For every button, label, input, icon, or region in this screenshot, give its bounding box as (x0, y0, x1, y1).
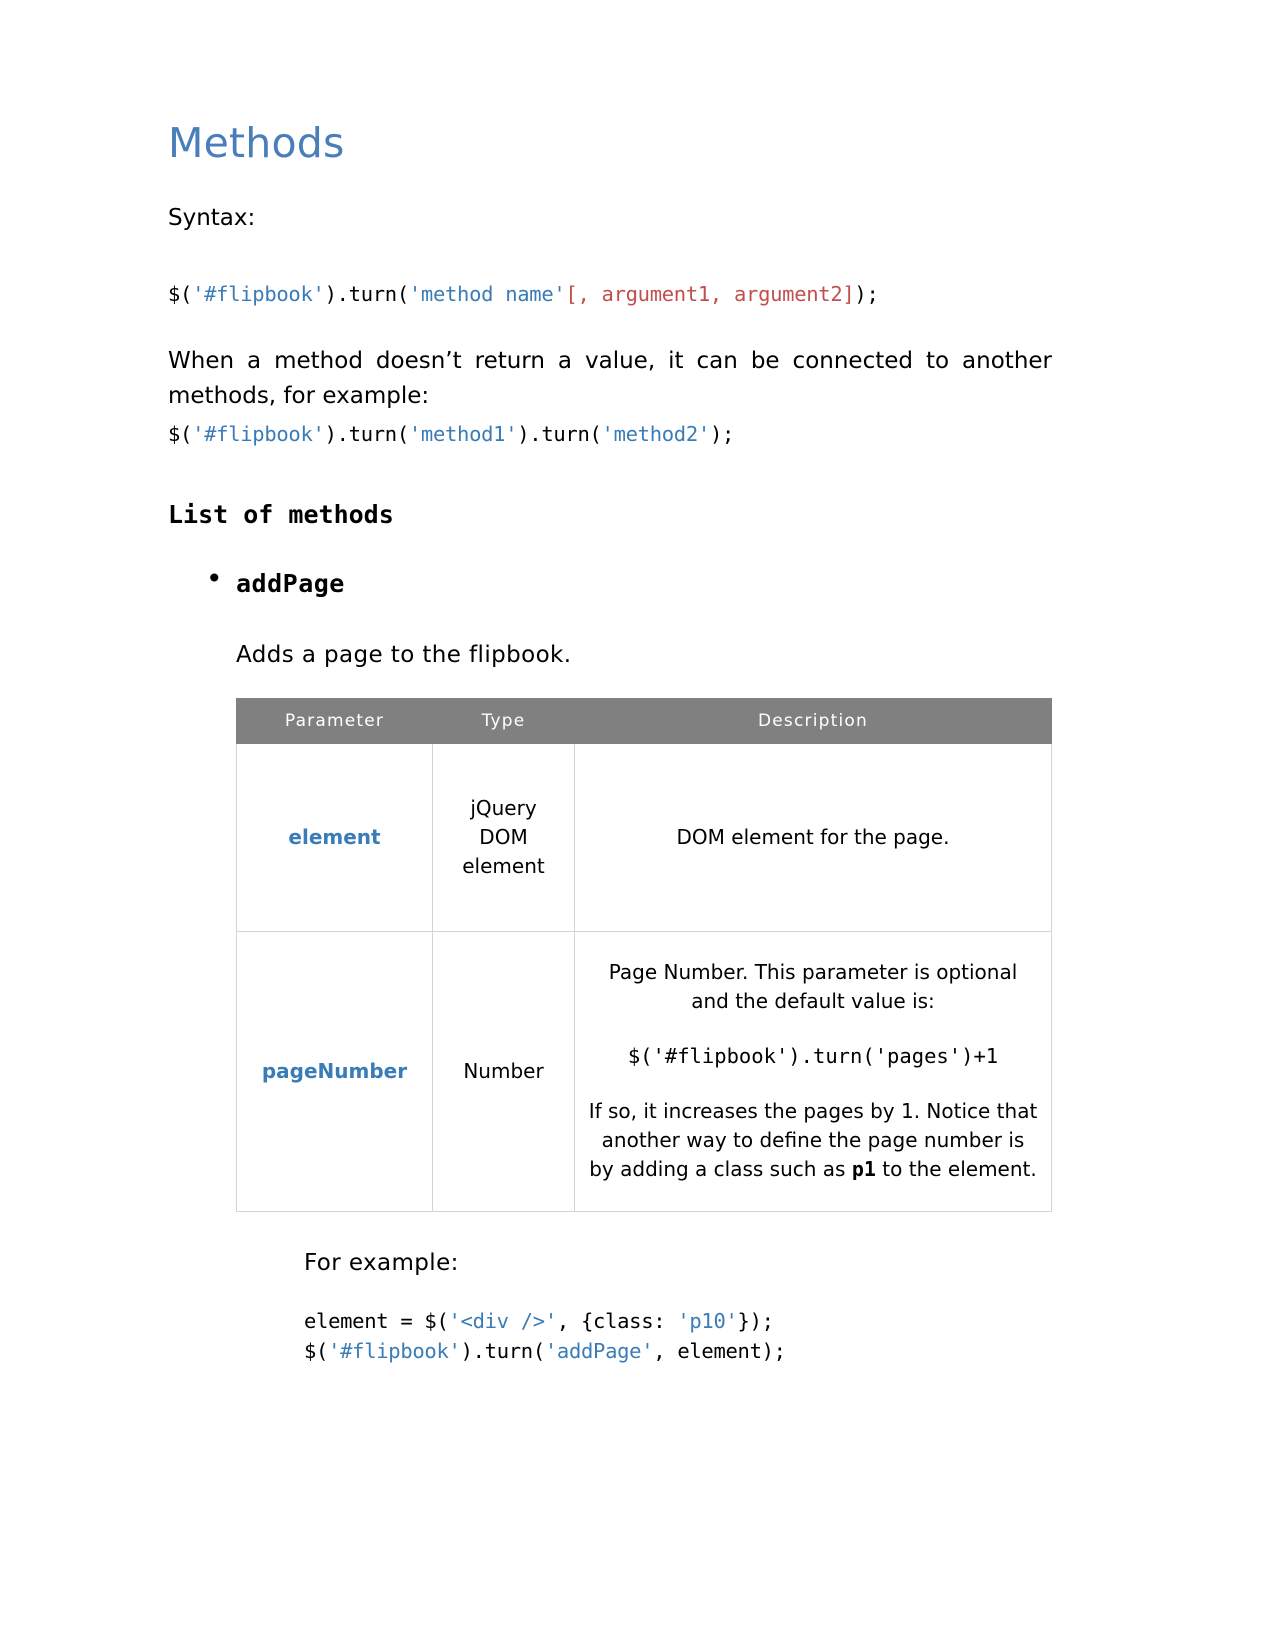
code-part: $( (627, 1043, 653, 1068)
code-part: ).turn( (324, 281, 409, 306)
description-class-name: p1 (851, 1157, 876, 1182)
code-part: ).turn( (788, 1043, 875, 1068)
code-part: , element); (653, 1339, 786, 1364)
column-header-type: Type (433, 698, 575, 743)
code-part-method2: 'method2' (601, 421, 710, 446)
description-inline-code (587, 1042, 1039, 1072)
parameters-table (236, 698, 1052, 1212)
description-text-first: Page Number. This parameter is optional and the default value is: (608, 959, 1018, 1013)
code-part: $( (168, 421, 193, 446)
section-title-list-of-methods: List of methods (168, 499, 394, 529)
code-part-addpage: 'addPage' (544, 1339, 654, 1364)
cell-parameter-pagenumber: pageNumber (237, 931, 433, 1211)
code-part-class-p10: 'p10' (677, 1308, 738, 1333)
cell-type-pagenumber: Number (433, 931, 575, 1211)
for-example-label: For example: (304, 1249, 459, 1276)
method-name-addpage: addPage (236, 568, 345, 598)
chained-code-block (168, 419, 1052, 450)
code-part-selector: '#flipbook' (652, 1043, 789, 1068)
table-row (237, 743, 1052, 931)
cell-description-pagenumber (575, 931, 1052, 1211)
list-item-method (168, 569, 1052, 1368)
code-part: ); (854, 281, 879, 306)
description-text-second (587, 1097, 1039, 1184)
code-part: $( (168, 281, 193, 306)
paragraph-chaining: When a method doesn’t return a value, it can be connected to another methods, for example: (168, 347, 1052, 410)
code-part-method: 'method name' (408, 281, 566, 306)
method-description: Adds a page to the flipbook. (236, 641, 572, 668)
code-part: ).turn( (460, 1339, 545, 1364)
code-part: , {class: (556, 1308, 678, 1333)
cell-type-element: jQuery DOM element (433, 743, 575, 931)
table-row (237, 931, 1052, 1211)
code-part-selector: '#flipbook' (192, 421, 325, 446)
syntax-code-block (168, 279, 1052, 310)
code-part-selector: '#flipbook' (328, 1339, 461, 1364)
code-part-selector: '#flipbook' (192, 281, 325, 306)
description-text-second-c: to the element. (875, 1157, 1037, 1182)
code-part-plus-one: +1 (973, 1043, 999, 1068)
code-part: ); (709, 421, 735, 446)
code-part: element = $( (304, 1308, 449, 1333)
syntax-label: Syntax: (168, 205, 256, 232)
code-part-pages: 'pages' (874, 1043, 962, 1068)
code-part-method1: 'method1' (408, 421, 518, 446)
code-part: ).turn( (324, 421, 409, 446)
code-part: ) (961, 1043, 974, 1068)
code-part-div: '<div />' (448, 1308, 557, 1333)
table-header-row (237, 698, 1052, 743)
cell-parameter-element: element (237, 743, 433, 931)
methods-list (168, 569, 1052, 1368)
code-part-args: [, argument1, argument2] (565, 281, 855, 306)
document-content (168, 120, 1052, 1367)
page-title: Methods (168, 119, 345, 167)
code-part: ).turn( (517, 421, 602, 446)
description-text-second-a: If so, it increases the pages by 1. Notice that another way to define the page number is by adding a class such as (588, 1099, 1038, 1182)
cell-description-element: DOM element for the page. (575, 743, 1052, 931)
code-part: $( (304, 1339, 329, 1364)
code-part: }); (737, 1308, 774, 1333)
column-header-parameter: Parameter (237, 698, 433, 743)
example-code-block (304, 1306, 1052, 1368)
column-header-description: Description (575, 698, 1052, 743)
